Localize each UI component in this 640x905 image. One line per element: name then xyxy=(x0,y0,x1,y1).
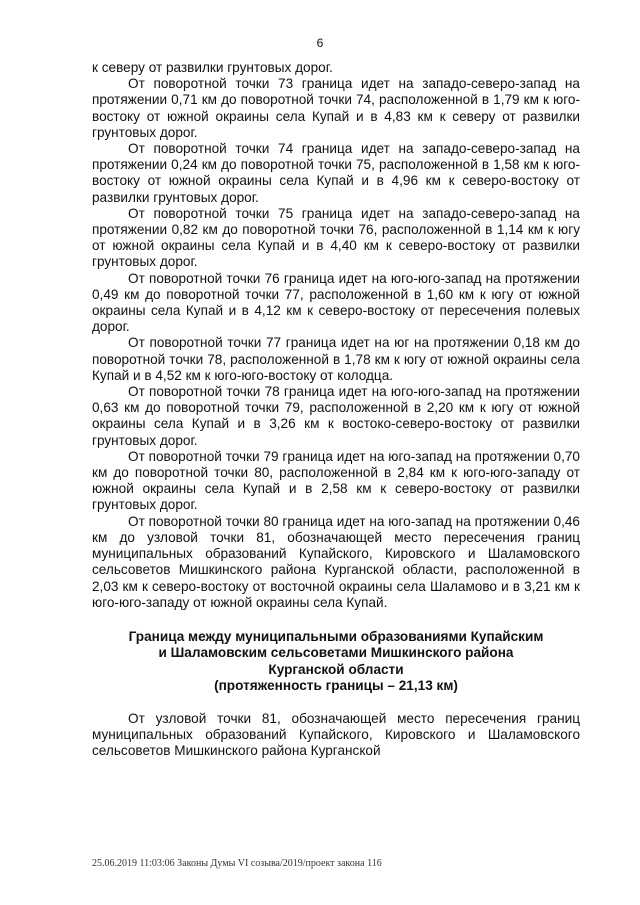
heading-line-1: Граница между муниципальными образованиями Купайским xyxy=(128,628,544,644)
page-number: 6 xyxy=(316,36,324,50)
paragraph-point-75: От поворотной точки 75 граница идет на западо-северо-запад на протяжении 0,82 км до поворотной точки 76, расположенной в 1,14 км к югу от южной окраины села Купай и в 4,40 км к северо-востоку от развилки грунтовых дорог. xyxy=(92,205,580,270)
heading-line-2: и Шаламовским сельсоветами Мишкинского района xyxy=(158,645,514,661)
paragraph-point-79: От поворотной точки 79 граница идет на юго-запад на протяжении 0,70 км до поворотной точки 80, расположенной в 2,84 км к юго-юго-западу от южной окраины села Купай и в 2,58 км к северо-востоку от развилки грунтовых дорог. xyxy=(92,448,580,513)
heading-line-3: Курганской области xyxy=(268,661,404,677)
paragraph-point-74: От поворотной точки 74 граница идет на западо-северо-запад на протяжении 0,24 км до поворотной точки 75, расположенной в 1,58 км к юго-востоку от южной окраины села Купай и в 4,96 км к северо-востоку от развилки грунтовых дорог. xyxy=(92,141,580,205)
paragraph-point-73: От поворотной точки 73 граница идет на западо-северо-запад на протяжении 0,71 км до поворотной точки 74, расположенной в 1,79 км к юго-востоку от южной окраины села Купай и в 4,83 км к северу от развилки грунтовых дорог. xyxy=(92,76,580,140)
paragraph-point-77: От поворотной точки 77 граница идет на юг на протяжении 0,18 км до поворотной точки 78, расположенной в 1,78 км к югу от южной окраины села Купай и в 4,52 км к юго-юго-востоку от колодца. xyxy=(92,335,580,383)
paragraph-point-76: От поворотной точки 76 граница идет на юго-юго-запад на протяжении 0,49 км до поворотной точки 77, расположенной в 1,60 км к югу от южной окраины села Купай и в 4,12 км к северо-востоку от пересечения полевых дорог. xyxy=(92,270,580,335)
paragraph-point-81: От узловой точки 81, обозначающей место пересечения границ муниципальных образований Купайского, Кировского и Шаламовского сельсоветов Мишкинского района Курганской xyxy=(92,710,580,759)
section-heading xyxy=(92,629,580,695)
paragraph-point-78: От поворотной точки 78 граница идет на юго-юго-запад на протяжении 0,63 км до поворотной точки 79, расположенной в 2,20 км к югу от южной окраины села Купай и в 3,26 км к востоко-северо-востоку от развилки грунтовых дорог. xyxy=(92,384,580,448)
paragraph-continuation: к северу от развилки грунтовых дорог. xyxy=(92,60,333,75)
paragraph-point-80: От поворотной точки 80 граница идет на юго-запад на протяжении 0,46 км до узловой точки 81, обозначающей место пересечения границ муниципальных образований Купайского, Кировского и Шаламовского сельсоветов Мишкинского района Курганской области, расположенной в 2,03 км к северо-востоку от восточной окраины села Шаламово и в 3,21 км к юго-юго-западу от южной окраины села Купай. xyxy=(92,513,580,610)
heading-line-4: (протяженность границы – 21,13 км) xyxy=(214,678,458,694)
footer-stamp: 25.06.2019 11:03:06 Законы Думы VI созыва/2019/проект закона 116 xyxy=(92,858,382,869)
document-body xyxy=(92,60,580,760)
